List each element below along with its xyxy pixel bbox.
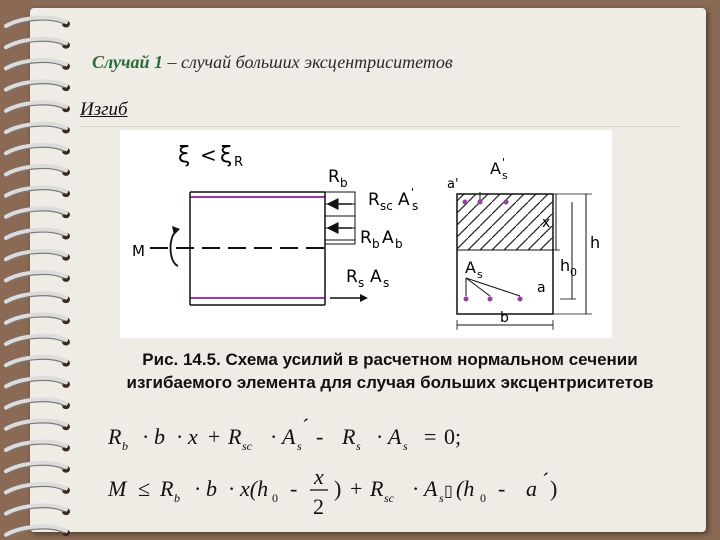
f2-frac-num: x [314, 470, 324, 489]
equilibrium-equation [100, 410, 660, 470]
rsas-a: A [370, 267, 382, 287]
xi-symbol: ξ [178, 143, 191, 168]
f2-a: A [424, 476, 438, 501]
sec-a-prime: a' [447, 177, 459, 192]
slide-title [92, 52, 453, 73]
bottom-bar [464, 297, 469, 302]
f1-b-sub: b [122, 439, 128, 453]
sec-a: a [537, 280, 546, 296]
f2-close2: ) [550, 476, 558, 501]
sec-as-prime-sub: s [502, 169, 508, 182]
f1-sc: sc [242, 439, 252, 453]
f2-frac-den: 2 [313, 494, 324, 519]
rbab-a: A [382, 228, 394, 248]
f1-minus: - [316, 424, 324, 449]
f2-a-var: a [526, 476, 537, 501]
xi-r-symbol: ξ [220, 143, 233, 168]
f1-dot: · [376, 424, 384, 449]
f1-s3: s [403, 439, 408, 453]
less-than: < [200, 143, 217, 167]
f1-r: R [108, 424, 122, 449]
rsc-a-sub: s [412, 199, 419, 213]
stress-block [325, 192, 355, 244]
caption-line-2: изгибаемого элемента для случая больших эксцентриситетов [126, 373, 654, 392]
sec-h0: h [560, 256, 571, 275]
f2-zero-sub: 0 [272, 491, 278, 505]
top-bar [478, 200, 483, 205]
f2-dot: · [194, 476, 202, 501]
rbab-r: R [360, 228, 372, 248]
f2-b: b [206, 476, 217, 501]
f1-plus: + [208, 424, 221, 449]
f1-eq: = [424, 424, 437, 449]
rsas-r: R [346, 267, 358, 287]
f1-r2: R [228, 424, 242, 449]
f2-box: ▯ [444, 483, 453, 500]
rbab-b: b [372, 237, 380, 251]
rsc-r: R [368, 190, 380, 210]
rbab-b2: b [395, 237, 403, 251]
f2-close: ) [334, 476, 342, 501]
f1-s: s [297, 439, 302, 453]
subtitle: Изгиб [80, 99, 128, 120]
caption-line-1: Рис. 14.5. Схема усилий в расчетном нормальном сечении [142, 350, 638, 369]
sec-as-sub: s [477, 268, 483, 281]
title-rest: – случай больших эксцентриситетов [162, 52, 453, 72]
top-bar [463, 200, 468, 205]
bottom-bar [488, 297, 493, 302]
rb-sub: b [340, 176, 348, 190]
moment-equation [100, 470, 660, 530]
f1-x: x [188, 424, 198, 449]
f2-sc: sc [384, 491, 394, 505]
divider [80, 126, 680, 127]
rsc-sub: sc [380, 199, 393, 213]
xi-r-subscript: R [234, 155, 244, 170]
rsas-s: s [358, 276, 365, 290]
f2-minus: - [290, 476, 298, 501]
f1-a2: A [388, 424, 402, 449]
f1-r3: R [342, 424, 356, 449]
case-label: Случай 1 [92, 52, 163, 72]
sec-as-a: A [465, 258, 476, 277]
f1-s2: s [356, 439, 361, 453]
f2-x: x(h [240, 476, 269, 501]
f1-prime: ´ [302, 414, 310, 439]
f2-dot: · [412, 476, 420, 501]
rsas-s2: s [383, 276, 390, 290]
force-arrowhead-rs [360, 294, 368, 302]
f2-m: M [108, 476, 127, 501]
f2-dot: · [228, 476, 236, 501]
f1-dot: · [142, 424, 150, 449]
spiral-binding [0, 0, 90, 540]
f1-b: b [154, 424, 165, 449]
sec-b: b [500, 310, 509, 326]
f1-dot: · [176, 424, 184, 449]
leader-line [466, 278, 520, 296]
rb-r: R [328, 167, 340, 187]
f2-zero-sub2: 0 [480, 491, 486, 505]
rsc-a: A [398, 190, 410, 210]
f2-s: s [439, 491, 444, 505]
sec-as-prime-a: A [490, 159, 501, 178]
sec-h0-sub: 0 [570, 266, 577, 279]
f2-b-sub: b [174, 491, 180, 505]
f2-le: ≤ [138, 476, 151, 501]
diagram-svg [120, 130, 612, 338]
sec-x: x [542, 215, 551, 231]
figure-caption [80, 348, 700, 394]
sec-as-prime-sup: ' [502, 156, 506, 169]
top-bar [504, 200, 509, 205]
force-diagram [120, 130, 612, 338]
rsc-a-prime: ' [411, 186, 415, 199]
f2-r2: R [370, 476, 384, 501]
f2-minus2: - [498, 476, 506, 501]
f2-prime: ´ [542, 470, 550, 493]
f2-r: R [160, 476, 174, 501]
f2-paren: (h [456, 476, 475, 501]
f1-a: A [282, 424, 296, 449]
f1-zero: 0; [444, 424, 462, 449]
f2-plus: + [350, 476, 363, 501]
bottom-bar [518, 297, 523, 302]
sec-h: h [590, 233, 601, 252]
moment-label: M [132, 242, 145, 260]
f1-dot: · [270, 424, 278, 449]
